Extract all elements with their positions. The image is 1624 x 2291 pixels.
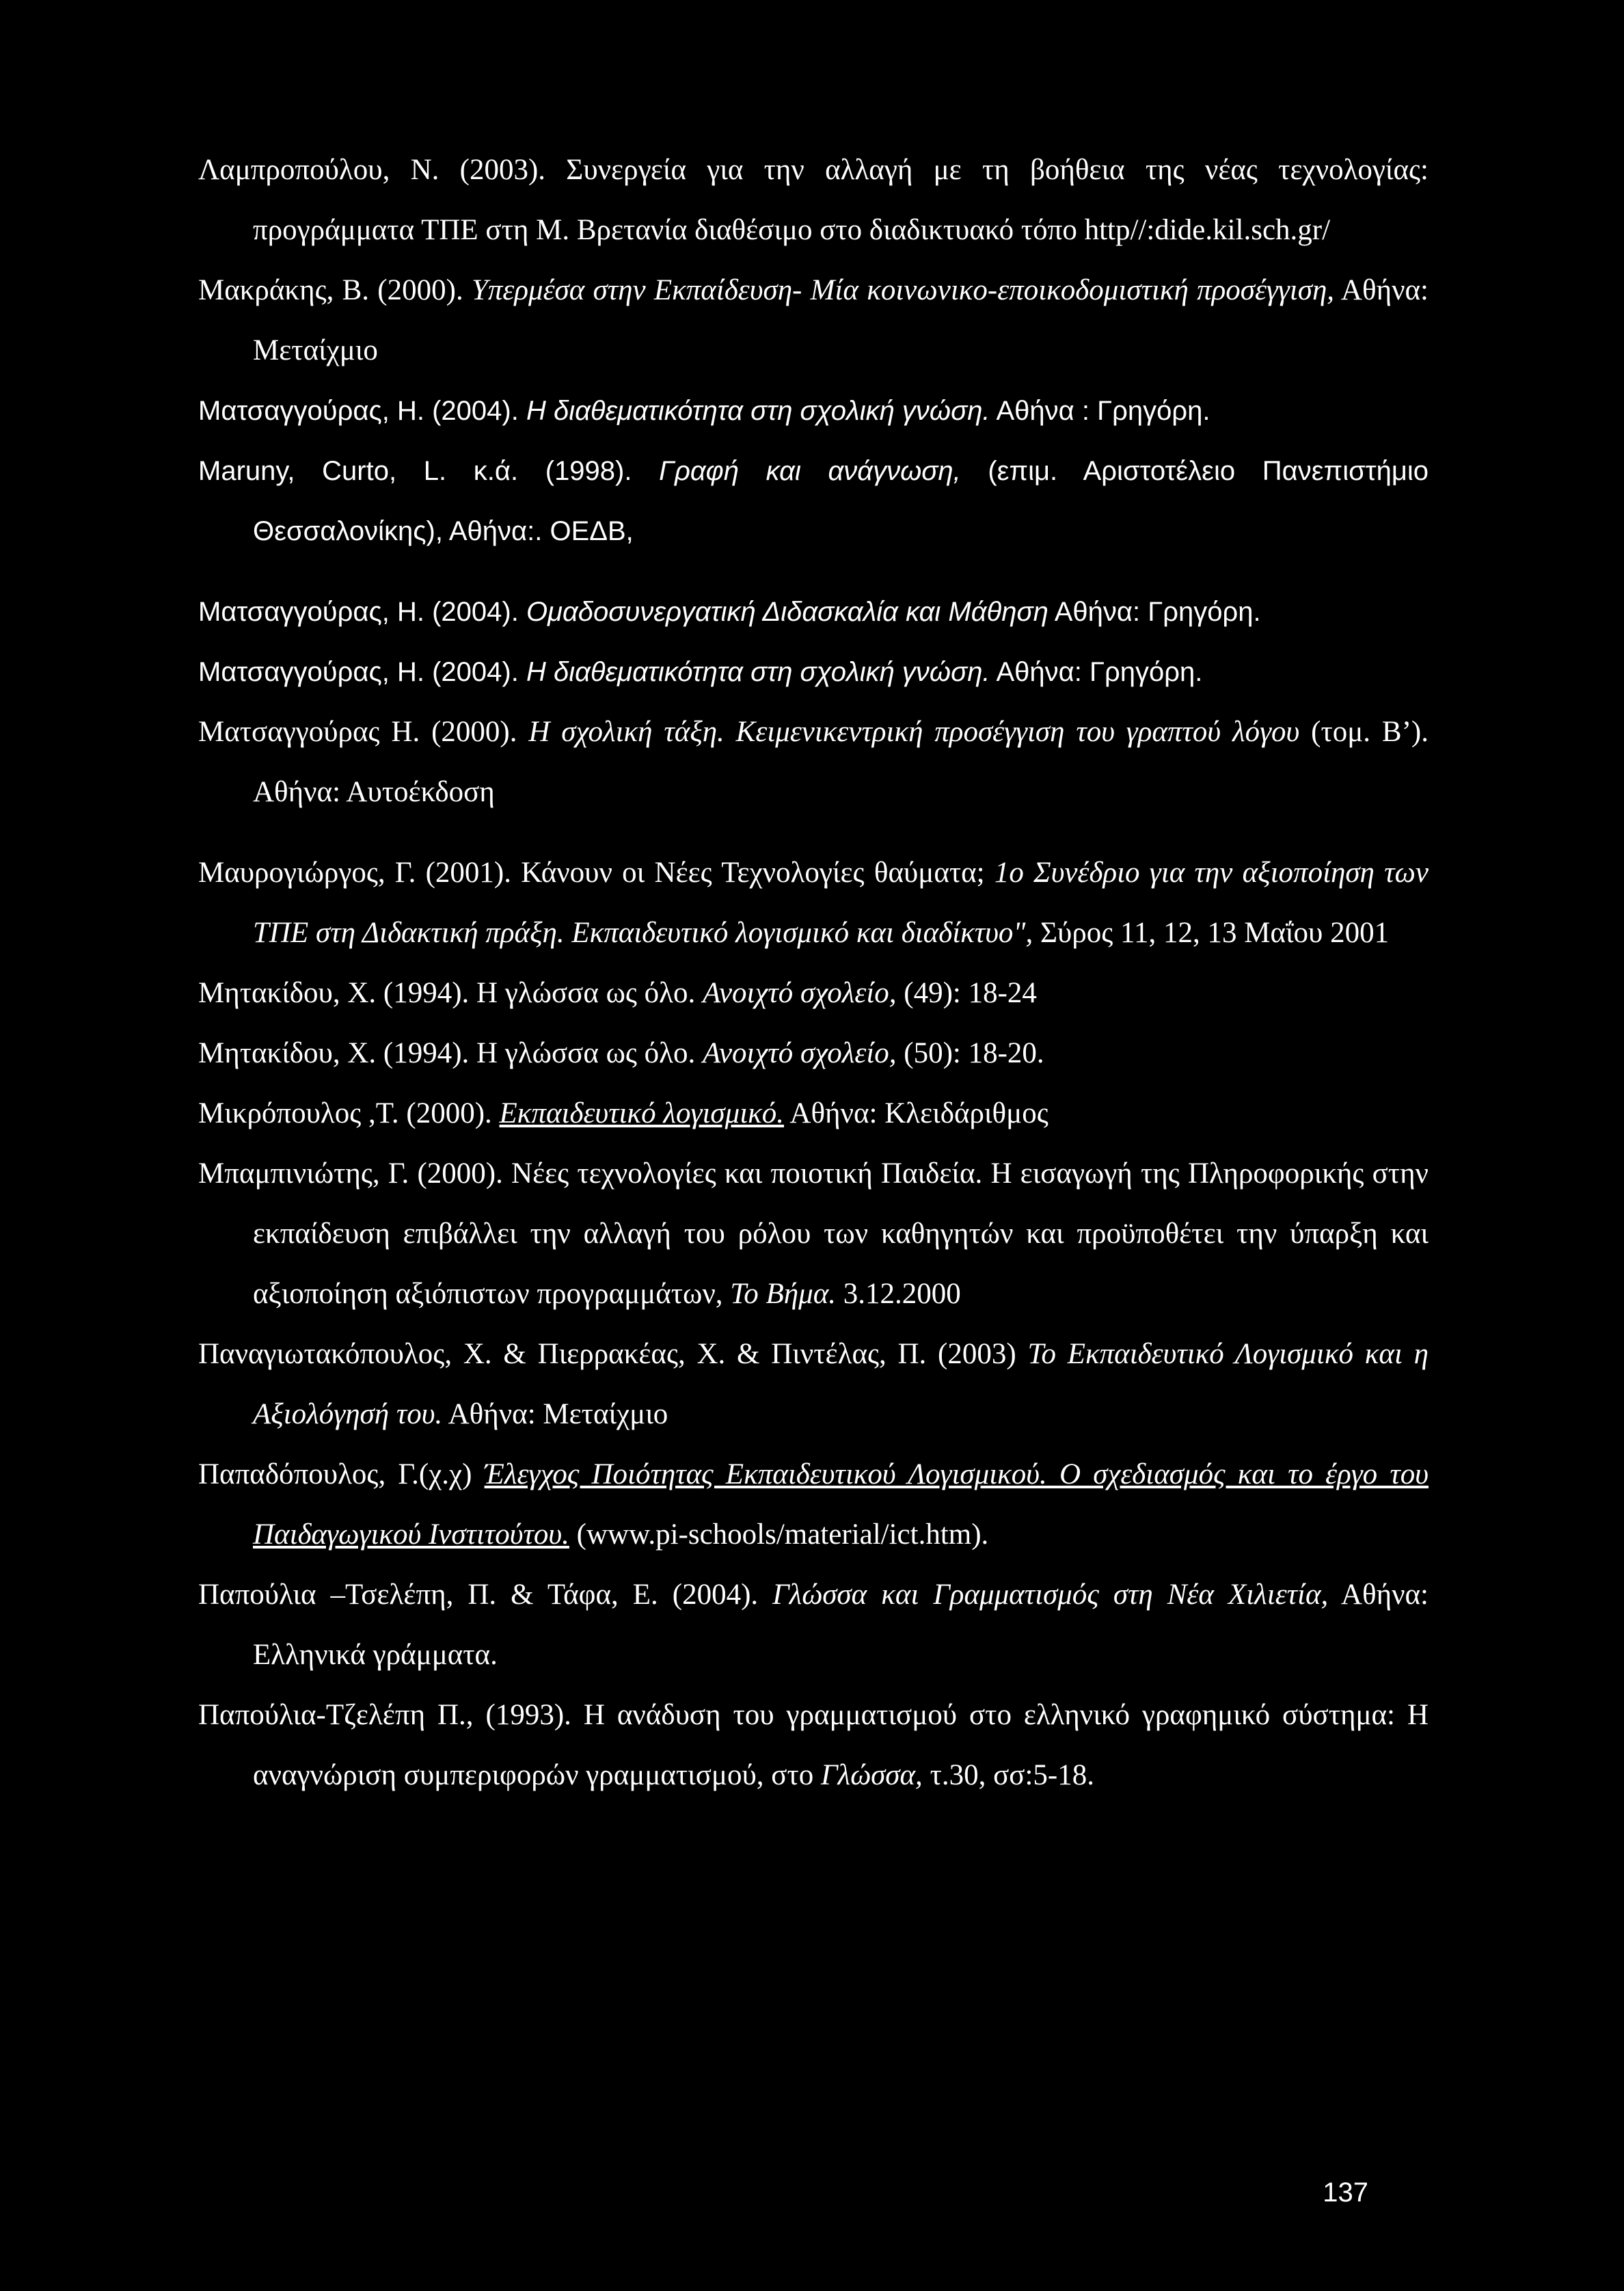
- reference-entry: [198, 1685, 1429, 1806]
- reference-author: Μικρόπουλος ,Τ. (2000).: [198, 1097, 500, 1129]
- reference-entry: [198, 963, 1429, 1023]
- reference-tail: (τομ. Β’). Αθήνα: Αυτοέκδοση: [253, 716, 1429, 808]
- reference-author: Παπούλια –Τσελέπη, Π. & Τάφα, Ε. (2004).: [198, 1579, 773, 1611]
- reference-author: Παναγιωτακόπουλος, Χ. & Πιερρακέας, Χ. & Πιντέλας, Π. (2003): [198, 1338, 1028, 1370]
- reference-entry: [198, 1144, 1429, 1324]
- reference-title: Ομαδοσυνεργατική Διδασκαλία και Μάθηση: [526, 597, 1048, 627]
- reference-title: Ανοιχτό σχολείο,: [703, 977, 897, 1009]
- reference-entry: [198, 1445, 1429, 1565]
- reference-entry: [198, 381, 1429, 441]
- reference-title: Γλώσσα και Γραμματισμός στη Νέα Χιλιετία,: [772, 1579, 1329, 1611]
- reference-entry: [198, 1324, 1429, 1445]
- reference-entry: [198, 1084, 1429, 1144]
- reference-author: Ματσαγγούρας, Η. (2004).: [198, 657, 526, 687]
- reference-author: Παπαδόπουλος, Γ.(χ.χ): [198, 1458, 485, 1490]
- reference-author: Ματσαγγούρας, Η. (2004).: [198, 597, 526, 627]
- reference-author: Μαυρογιώργος, Γ. (2001). Κάνουν οι Νέες Τεχνολογίες θαύματα;: [198, 857, 994, 889]
- reference-tail: 3.12.2000: [836, 1278, 961, 1310]
- reference-entry: [198, 1023, 1429, 1084]
- reference-tail: (www.pi-schools/material/ict.htm).: [569, 1518, 989, 1551]
- reference-author: Παπούλια-Τζελέπη Π., (1993). Η ανάδυση του γραμματισμού στο ελληνικό γραφημικό σύστημα: Η αναγνώριση συμπεριφορών γραμματισμού, στο: [198, 1699, 1429, 1791]
- reference-title: Ανοιχτό σχολείο,: [703, 1037, 897, 1069]
- reference-tail: Αθήνα: Μεταίχμιο: [253, 274, 1429, 366]
- reference-title: Υπερμέσα στην Εκπαίδευση- Μία κοινωνικο-εποικοδομιστική προσέγγιση,: [471, 274, 1335, 306]
- reference-tail: Αθήνα: Μεταίχμιο: [442, 1398, 668, 1430]
- reference-entry: [198, 642, 1429, 702]
- reference-tail: Αθήνα: Γρηγόρη.: [1048, 597, 1261, 627]
- reference-tail: Αθήνα: Γρηγόρη.: [990, 657, 1203, 687]
- reference-title: Η σχολική τάξη. Κειμενικεντρική προσέγγιση του γραπτού λόγου: [528, 716, 1300, 748]
- reference-author: Λαμπροπούλου, Ν. (2003).: [198, 154, 567, 186]
- reference-title: Η διαθεματικότητα στη σχολική γνώση.: [526, 657, 990, 687]
- reference-entry: [198, 1565, 1429, 1685]
- reference-title: Η διαθεματικότητα στη σχολική γνώση.: [526, 396, 990, 426]
- reference-tail: Αθήνα: Ελληνικά γράμματα.: [253, 1579, 1429, 1671]
- reference-author: Μητακίδου, Χ. (1994). Η γλώσσα ως όλο.: [198, 1037, 703, 1069]
- reference-title: Γραφή και ανάγνωση,: [659, 456, 961, 486]
- reference-list: [198, 140, 1429, 1806]
- reference-author: Ματσαγγούρας, Η. (2004).: [198, 396, 526, 426]
- reference-title: Το Βήμα.: [730, 1278, 837, 1310]
- reference-author: Μπαμπινιώτης, Γ. (2000). Νέες τεχνολογίες και ποιοτική Παιδεία. Η εισαγωγή της Πληροφορικής στην εκπαίδευση επιβάλλει την αλλαγή του ρόλου των καθηγητών και προϋποθέτει την ύπαρξη και αξιοποίηση αξιόπιστων προγραμμάτων,: [198, 1157, 1429, 1310]
- reference-tail: (50): 18-20.: [896, 1037, 1044, 1069]
- reference-title: Συνεργεία για την αλλαγή με τη βοήθεια της νέας τεχνολογίας: προγράμματα ΤΠΕ στη Μ. Βρετανία διαθέσιμο στο διαδικτυακό τόπο http//:dide.kil.sch.gr/: [253, 154, 1429, 246]
- reference-title: Έλεγχος Ποιότητας Εκπαιδευτικού Λογισμικού. Ο σχεδιασμός και το έργο του Παιδαγωγικού Ινστιτούτου.: [253, 1458, 1429, 1551]
- reference-author: Ματσαγγούρας Η. (2000).: [198, 716, 529, 748]
- reference-entry: [198, 582, 1429, 642]
- reference-title: 1ο Συνέδριο για την αξιοποίηση των ΤΠΕ στη Διδακτική πράξη. Εκπαιδευτικό λογισμικό και διαδίκτυο",: [253, 857, 1429, 949]
- reference-entry: [198, 843, 1429, 963]
- reference-tail: Αθήνα : Γρηγόρη.: [990, 396, 1210, 426]
- reference-author: Μητακίδου, Χ. (1994). Η γλώσσα ως όλο.: [198, 977, 703, 1009]
- reference-title: Το Εκπαιδευτικό Λογισμικό και η Αξιολόγησή του.: [253, 1338, 1429, 1430]
- reference-author: Maruny, Curto, L. κ.ά. (1998).: [198, 456, 660, 486]
- reference-tail: Αθήνα: Κλειδάριθμος: [784, 1097, 1048, 1129]
- reference-tail: Σύρος 11, 12, 13 Μαΐου 2001: [1033, 917, 1390, 949]
- reference-tail: τ.30, σσ:5-18.: [922, 1759, 1094, 1791]
- reference-entry: [198, 260, 1429, 381]
- reference-entry: [198, 140, 1429, 260]
- reference-title: Γλώσσα,: [820, 1759, 923, 1791]
- page-number: 137: [1323, 2178, 1368, 2208]
- reference-author: Μακράκης, Β. (2000).: [198, 274, 472, 306]
- reference-entry: [198, 441, 1429, 561]
- reference-title: Εκπαιδευτικό λογισμικό.: [499, 1097, 785, 1129]
- reference-tail: (επιμ. Αριστοτέλειο Πανεπιστήμιο Θεσσαλονίκης), Αθήνα:. ΟΕΔΒ,: [253, 456, 1429, 546]
- reference-tail: (49): 18-24: [896, 977, 1037, 1009]
- reference-entry: [198, 702, 1429, 822]
